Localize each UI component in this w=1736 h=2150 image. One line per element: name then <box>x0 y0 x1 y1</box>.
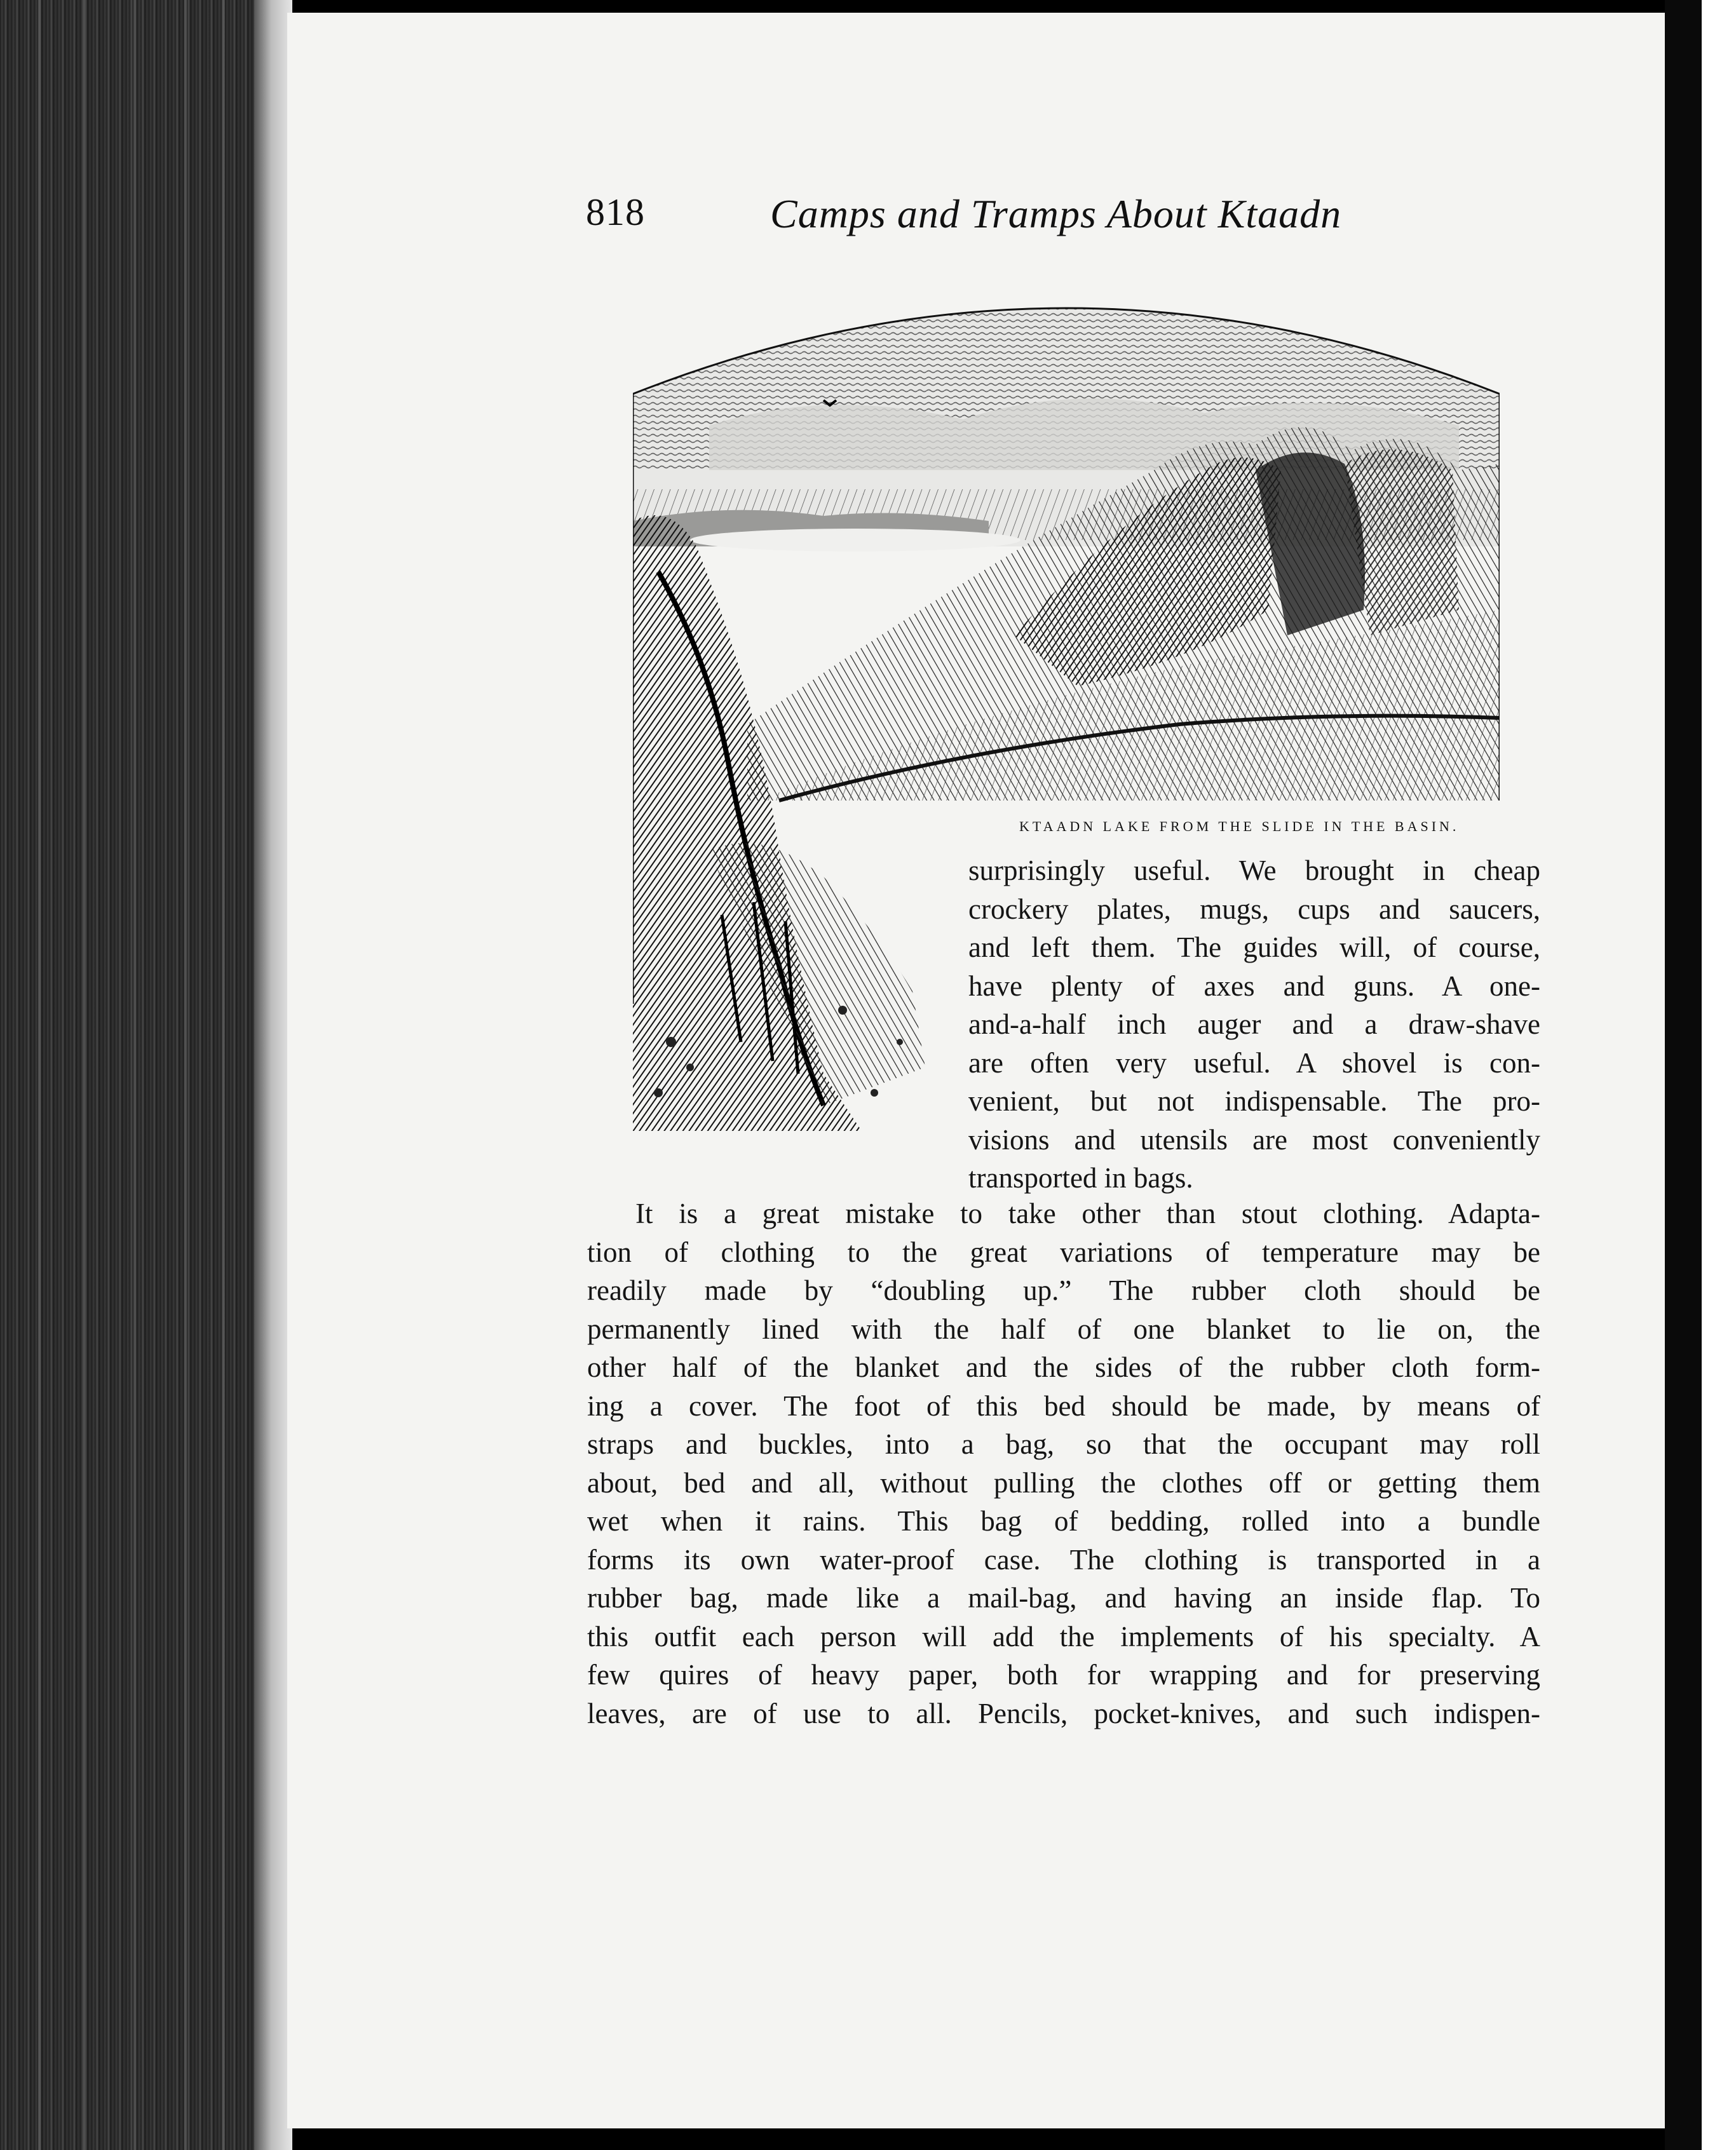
text-line: It is a great mistake to take other than stout clothing. Adapta- <box>635 1198 1540 1229</box>
figure-caption: KTAADN LAKE FROM THE SLIDE IN THE BASIN. <box>1019 818 1460 834</box>
page-number: 818 <box>586 191 645 233</box>
text-line: ing a cover. The foot of this bed should be made, by means of <box>587 1389 1540 1422</box>
running-title: Camps and Tramps About Ktaadn <box>770 191 1342 236</box>
text-line: and left them. The guides will, of course, <box>968 931 1540 963</box>
text-line: rubber bag, made like a mail-bag, and having an inside flap. To <box>587 1582 1540 1614</box>
text-line: tion of clothing to the great variations of temperature may be <box>587 1236 1540 1268</box>
text-line: are often very useful. A shovel is con- <box>968 1046 1540 1079</box>
text-line: and-a-half inch auger and a draw-shave <box>968 1008 1540 1040</box>
text-line: about, bed and all, without pulling the clothes off or getting them <box>587 1466 1540 1499</box>
right-dark-margin <box>1665 0 1702 2150</box>
text-line: few quires of heavy paper, both for wrapping and for preserving <box>587 1659 1540 1691</box>
page-gutter-shadow <box>254 0 292 2150</box>
text-line: leaves, are of use to all. Pencils, pocket-knives, and such indispen- <box>587 1697 1540 1729</box>
text-line: surprisingly useful. We brought in cheap <box>968 855 1540 886</box>
text-line: permanently lined with the half of one blanket to lie on, the <box>587 1313 1540 1345</box>
running-head <box>586 191 1355 248</box>
text-line: transported in bags. <box>968 1162 1193 1194</box>
text-line: wet when it rains. This bag of bedding, rolled into a bundle <box>587 1505 1540 1537</box>
text-line: venient, but not indispensable. The pro- <box>968 1085 1540 1117</box>
text-line: visions and utensils are most conveniently <box>968 1123 1540 1156</box>
text-line: readily made by “doubling up.” The rubber cloth should be <box>587 1274 1540 1306</box>
text-line: crockery plates, mugs, cups and saucers, <box>968 893 1540 925</box>
text-line: forms its own water-proof case. The clothing is transported in a <box>587 1543 1540 1576</box>
adjacent-page-edge <box>1702 0 1736 2150</box>
text-line: have plenty of axes and guns. A one- <box>968 970 1540 1002</box>
text-line: other half of the blanket and the sides of the rubber cloth form- <box>587 1351 1540 1383</box>
book-page-edges <box>0 0 280 2150</box>
full-paragraph <box>587 1194 1540 1733</box>
text-line: straps and buckles, into a bag, so that the occupant may roll <box>587 1428 1540 1460</box>
text-line: this outfit each person will add the implements of his specialty. A <box>587 1620 1540 1653</box>
wrapped-paragraph <box>968 851 1540 1198</box>
